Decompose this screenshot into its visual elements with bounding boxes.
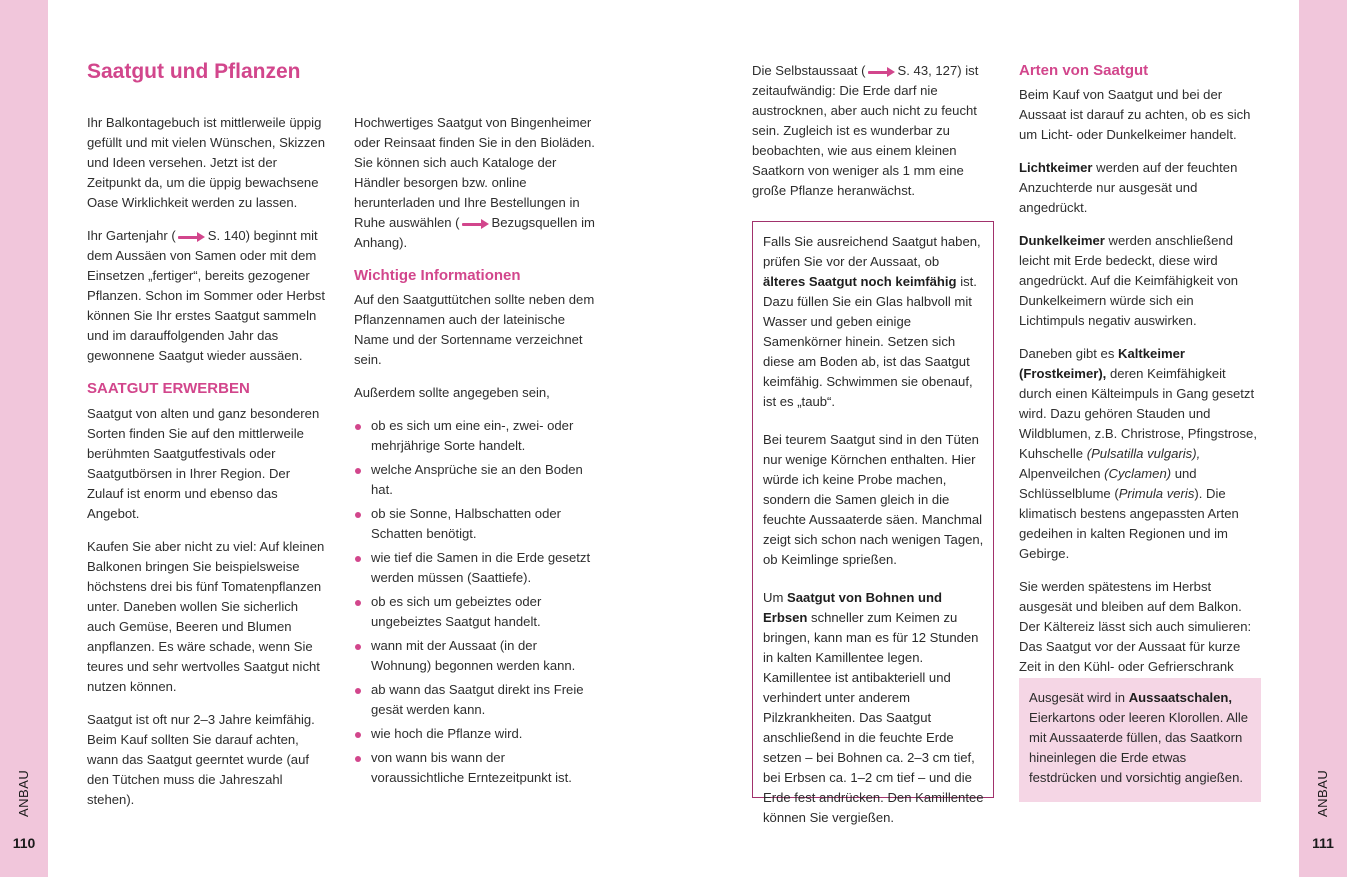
list-item: ob sie Sonne, Halbschatten oder Schatten benötigt. — [354, 504, 600, 544]
paragraph: Saatgut ist oft nur 2–3 Jahre keimfähig. Beim Kauf sollten Sie darauf achten, wann das Saatgut geerntet wurde (auf den Tütchen muss die Jahreszahl stehen). — [87, 712, 315, 807]
paragraph: Daneben gibt es Kaltkeimer (Frostkeimer), deren Keimfähigkeit durch einen Kälteimpuls in Gang gesetzt wird. Dazu gehören Stauden und Wildblumen, z.B. Christrose, Pfingstrose, Kuhschelle (Pulsatilla vulgaris), Alpenveilchen (Cyclamen) und Schlüsselblume (Primula veris). Die klimatisch bestens angepassten Arten gedeihen in kalten Regionen und im Gebirge. — [1019, 346, 1257, 561]
list-item: ob es sich um gebeiztes oder ungebeiztes Saatgut handelt. — [354, 592, 600, 632]
cross-reference: S. 140 — [207, 228, 246, 243]
list-item: ab wann das Saatgut direkt ins Freie gesät werden kann. — [354, 680, 600, 720]
section-label-right: ANBAU — [1315, 769, 1330, 817]
paragraph: Bei teurem Saatgut sind in den Tüten nur wenige Körnchen enthalten. Hier würde ich keine Probe machen, sondern die Samen gleich in die feuchte Aussaaterde säen. Manchmal zeigt sich schon nach wenigen Tagen, ob Keimlinge sprießen. — [763, 432, 984, 567]
arrow-right-icon — [868, 67, 896, 77]
list-item: wie hoch die Pflanze wird. — [354, 724, 600, 744]
column-3 — [752, 61, 994, 214]
arrow-right-icon — [462, 219, 490, 229]
column-2 — [354, 113, 600, 792]
cross-reference: S. 43, 127 — [897, 63, 958, 78]
cross-reference: Bezugsquellen im Anhang — [354, 215, 595, 250]
keimfaehigkeit-info-box — [752, 221, 994, 825]
paragraph: Kaufen Sie aber nicht zu viel: Auf kleinen Balkonen bringen Sie beispielsweise höchstens drei bis fünf Tomatenpflanzen unter. Daneben wollen Sie sicherlich auch Gemüse, Beeren und Blumen anpflanzen. Es wäre schade, wenn Sie teures und sehr wertvolles Saatgut nicht nutzen können. — [87, 539, 325, 694]
paragraph: Um Saatgut von Bohnen und Erbsen schneller zum Keimen zu bringen, kann man es für 12 Stunden in kalten Kamillentee legen. Kamillentee ist antibakteriell und verhindert unter anderem Pilzkrankheiten. Das Saatgut anschließend in die feuchte Erde setzen – bei Bohnen ca. 2–3 cm tief, bei Erbsen ca. 1–2 cm tief – und die Erde fest andrücken. Den Kamillentee können Sie vergießen. — [763, 590, 984, 825]
information-bullet-list — [354, 416, 600, 788]
page-title: Saatgut und Pflanzen — [87, 60, 301, 83]
paragraph: Lichtkeimer werden auf der feuchten Anzuchterde nur ausgesät und angedrückt. — [1019, 160, 1238, 215]
arrow-right-icon — [178, 232, 206, 242]
section-label-left: ANBAU — [16, 769, 31, 817]
list-item: von wann bis wann der voraussichtliche Erntezeitpunkt ist. — [354, 748, 600, 788]
aussaat-tip-box: Ausgesät wird in Aussaatschalen, Eierkartons oder leeren Klorollen. Alle mit Aussaaterde füllen, das Saatkorn hineinlegen die Erde etwas festdrücken und vorsichtig angießen. — [1019, 678, 1261, 802]
list-item: ob es sich um eine ein-, zwei- oder mehrjährige Sorte handelt. — [354, 416, 600, 456]
page-number-right: 111 — [1312, 835, 1334, 851]
section-heading-arten-von-saatgut: Arten von Saatgut — [1019, 62, 1149, 79]
paragraph: Falls Sie ausreichend Saatgut haben, prüfen Sie vor der Aussaat, ob älteres Saatgut noch keimfähig ist. Dazu füllen Sie ein Glas halbvoll mit Wasser und geben einige Samenkörner hinein. Setzen sich diese am Boden ab, ist das Saatgut keimfähig. Schwimmen sie obenauf, ist es „taub“. — [763, 234, 981, 409]
bezugsquellen-paragraph: Hochwertiges Saatgut von Bingenheimer oder Reinsaat finden Sie in den Bioläden. Sie können sich auch Kataloge der Händler besorgen bzw. online herunterladen und Ihre Bestellungen in Ruhe auswählen ( Bezugsquellen im Anhang). — [354, 115, 595, 250]
paragraph: Sie werden spätestens im Herbst ausgesät und bleiben auf dem Balkon. Der Kältereiz lässt sich auch simulieren: Das Saatgut vor der Aussaat für kurze Zeit in den Kühl- oder Gefrierschrank — [1019, 579, 1252, 674]
selbstaussaat-paragraph: Die Selbstaussaat ( S. 43, 127) ist zeitaufwändig: Die Erde darf nie austrocknen, aber auch nicht zu feucht sein. Zugleich ist es wunderbar zu beobachten, wie aus einem kleinen Saatkorn von weniger als 1 mm eine große Pflanze heranwächst. — [752, 63, 979, 198]
column-1 — [87, 113, 329, 823]
paragraph: Beim Kauf von Saatgut und bei der Aussaat ist darauf zu achten, ob es sich um Licht- oder Dunkelkeimer handelt. — [1019, 87, 1251, 142]
page-number-left: 110 — [12, 835, 36, 851]
paragraph: Saatgut von alten und ganz besonderen Sorten finden Sie auf den mittlerweile berühmten Saatgutfestivals oder Saatgutbörsen in Ihrer Region. Der Zulauf ist enorm und ebenso das Angebot. — [87, 406, 320, 521]
column-4 — [1019, 61, 1261, 710]
paragraph: Auf den Saatguttütchen sollte neben dem Pflanzennamen auch der lateinische Name und der Sortenname verzeichnet sein. — [354, 292, 595, 367]
paragraph: Dunkelkeimer werden anschließend leicht mit Erde bedeckt, diese wird angedrückt. Auf die Keimfähigkeit von Dunkelkeimern würde sich ein Lichtimpuls negativ auswirken. — [1019, 233, 1239, 328]
list-item: wann mit der Aussaat (in der Wohnung) begonnen werden kann. — [354, 636, 600, 676]
right-edge-band — [1299, 0, 1347, 877]
section-heading-wichtige-informationen: Wichtige Informationen — [354, 267, 521, 284]
gartenjahr-paragraph: Ihr Gartenjahr ( S. 140) beginnt mit dem Aussäen von Samen oder mit dem Einsetzen „fertiger“, bereits gezogener Pflanzen. Schon im Sommer oder Herbst können Sie Ihr erstes Saatgut sammeln und im darauffolgenden Jahr das gewonnene Saatgut wieder aussäen. — [87, 228, 325, 363]
list-item: welche Ansprüche sie an den Boden hat. — [354, 460, 600, 500]
left-edge-band — [0, 0, 48, 877]
paragraph: Außerdem sollte angegeben sein, — [354, 385, 550, 400]
list-item: wie tief die Samen in die Erde gesetzt werden müssen (Saattiefe). — [354, 548, 600, 588]
intro-paragraph: Ihr Balkontagebuch ist mittlerweile üppig gefüllt und mit vielen Wünschen, Skizzen und Ideen versehen. Jetzt ist der Zeitpunkt da, um die üppig bewachsene Oase Wirklichkeit werden zu lassen. — [87, 115, 325, 210]
section-heading-saatgut-erwerben: SAATGUT ERWERBEN — [87, 380, 250, 397]
